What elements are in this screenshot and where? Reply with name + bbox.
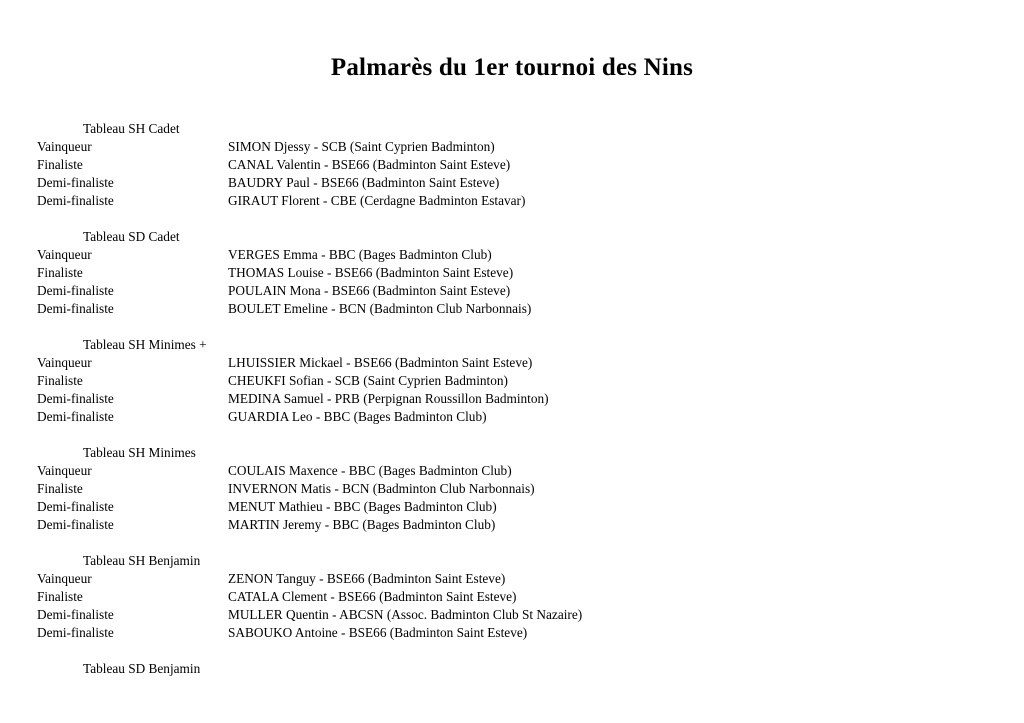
result-label: Demi-finaliste bbox=[37, 175, 114, 190]
result-row bbox=[37, 570, 1024, 588]
result-row bbox=[37, 480, 1024, 498]
result-player: MEDINA Samuel - PRB (Perpignan Roussillon Badminton) bbox=[228, 391, 549, 406]
result-player: THOMAS Louise - BSE66 (Badminton Saint Esteve) bbox=[228, 265, 514, 280]
section-sh-cadet bbox=[37, 120, 1024, 210]
result-row bbox=[37, 390, 1024, 408]
result-player: POULAIN Mona - BSE66 (Badminton Saint Esteve) bbox=[228, 283, 511, 298]
result-label: Finaliste bbox=[37, 589, 83, 604]
result-label: Demi-finaliste bbox=[37, 499, 114, 514]
result-row bbox=[37, 606, 1024, 624]
result-label: Demi-finaliste bbox=[37, 301, 114, 316]
result-player: BOULET Emeline - BCN (Badminton Club Narbonnais) bbox=[228, 301, 532, 316]
result-row bbox=[37, 516, 1024, 534]
result-player: ZENON Tanguy - BSE66 (Badminton Saint Esteve) bbox=[228, 571, 506, 586]
section-header: Tableau SD Cadet bbox=[83, 229, 180, 244]
section-sd-cadet bbox=[37, 228, 1024, 318]
result-player: SABOUKO Antoine - BSE66 (Badminton Saint Esteve) bbox=[228, 625, 528, 640]
result-player: MARTIN Jeremy - BBC (Bages Badminton Club) bbox=[228, 517, 496, 532]
result-player: INVERNON Matis - BCN (Badminton Club Narbonnais) bbox=[228, 481, 535, 496]
result-label: Demi-finaliste bbox=[37, 409, 114, 424]
result-label: Demi-finaliste bbox=[37, 391, 114, 406]
result-player: CATALA Clement - BSE66 (Badminton Saint Esteve) bbox=[228, 589, 517, 604]
result-label: Vainqueur bbox=[37, 463, 92, 478]
result-player: CANAL Valentin - BSE66 (Badminton Saint Esteve) bbox=[228, 157, 511, 172]
results-list bbox=[0, 120, 1024, 678]
result-row bbox=[37, 264, 1024, 282]
result-row bbox=[37, 624, 1024, 642]
result-label: Demi-finaliste bbox=[37, 607, 114, 622]
result-row bbox=[37, 354, 1024, 372]
result-label: Finaliste bbox=[37, 265, 83, 280]
result-label: Finaliste bbox=[37, 373, 83, 388]
result-label: Demi-finaliste bbox=[37, 625, 114, 640]
result-player: GUARDIA Leo - BBC (Bages Badminton Club) bbox=[228, 409, 487, 424]
result-row bbox=[37, 156, 1024, 174]
result-row bbox=[37, 174, 1024, 192]
result-player: BAUDRY Paul - BSE66 (Badminton Saint Esteve) bbox=[228, 175, 500, 190]
result-label: Demi-finaliste bbox=[37, 283, 114, 298]
page-title: Palmarès du 1er tournoi des Nins bbox=[330, 54, 694, 81]
result-row bbox=[37, 462, 1024, 480]
result-player: LHUISSIER Mickael - BSE66 (Badminton Saint Esteve) bbox=[228, 355, 533, 370]
result-player: GIRAUT Florent - CBE (Cerdagne Badminton Estavar) bbox=[228, 193, 526, 208]
result-label: Vainqueur bbox=[37, 571, 92, 586]
result-label: Finaliste bbox=[37, 157, 83, 172]
result-player: VERGES Emma - BBC (Bages Badminton Club) bbox=[228, 247, 492, 262]
result-label: Demi-finaliste bbox=[37, 193, 114, 208]
section-header: Tableau SH Cadet bbox=[83, 121, 180, 136]
result-player: SIMON Djessy - SCB (Saint Cyprien Badminton) bbox=[228, 139, 495, 154]
result-row bbox=[37, 192, 1024, 210]
section-sh-benjamin bbox=[37, 552, 1024, 642]
result-row bbox=[37, 282, 1024, 300]
result-label: Vainqueur bbox=[37, 247, 92, 262]
result-player: MENUT Mathieu - BBC (Bages Badminton Club) bbox=[228, 499, 497, 514]
result-row bbox=[37, 588, 1024, 606]
result-player: MULLER Quentin - ABCSN (Assoc. Badminton Club St Nazaire) bbox=[228, 607, 583, 622]
result-row bbox=[37, 246, 1024, 264]
result-label: Demi-finaliste bbox=[37, 517, 114, 532]
section-header: Tableau SH Minimes + bbox=[83, 337, 207, 352]
section-sd-benjamin bbox=[37, 660, 1024, 678]
result-row bbox=[37, 138, 1024, 156]
result-row bbox=[37, 408, 1024, 426]
result-row bbox=[37, 498, 1024, 516]
section-header: Tableau SH Minimes bbox=[83, 445, 196, 460]
result-row bbox=[37, 300, 1024, 318]
section-header: Tableau SH Benjamin bbox=[83, 553, 201, 568]
section-sh-minimes bbox=[37, 444, 1024, 534]
section-header: Tableau SD Benjamin bbox=[83, 661, 201, 676]
result-row bbox=[37, 372, 1024, 390]
section-sh-minimes-plus bbox=[37, 336, 1024, 426]
result-label: Vainqueur bbox=[37, 355, 92, 370]
result-label: Vainqueur bbox=[37, 139, 92, 154]
result-player: COULAIS Maxence - BBC (Bages Badminton Club) bbox=[228, 463, 512, 478]
result-label: Finaliste bbox=[37, 481, 83, 496]
result-player: CHEUKFI Sofian - SCB (Saint Cyprien Badminton) bbox=[228, 373, 508, 388]
